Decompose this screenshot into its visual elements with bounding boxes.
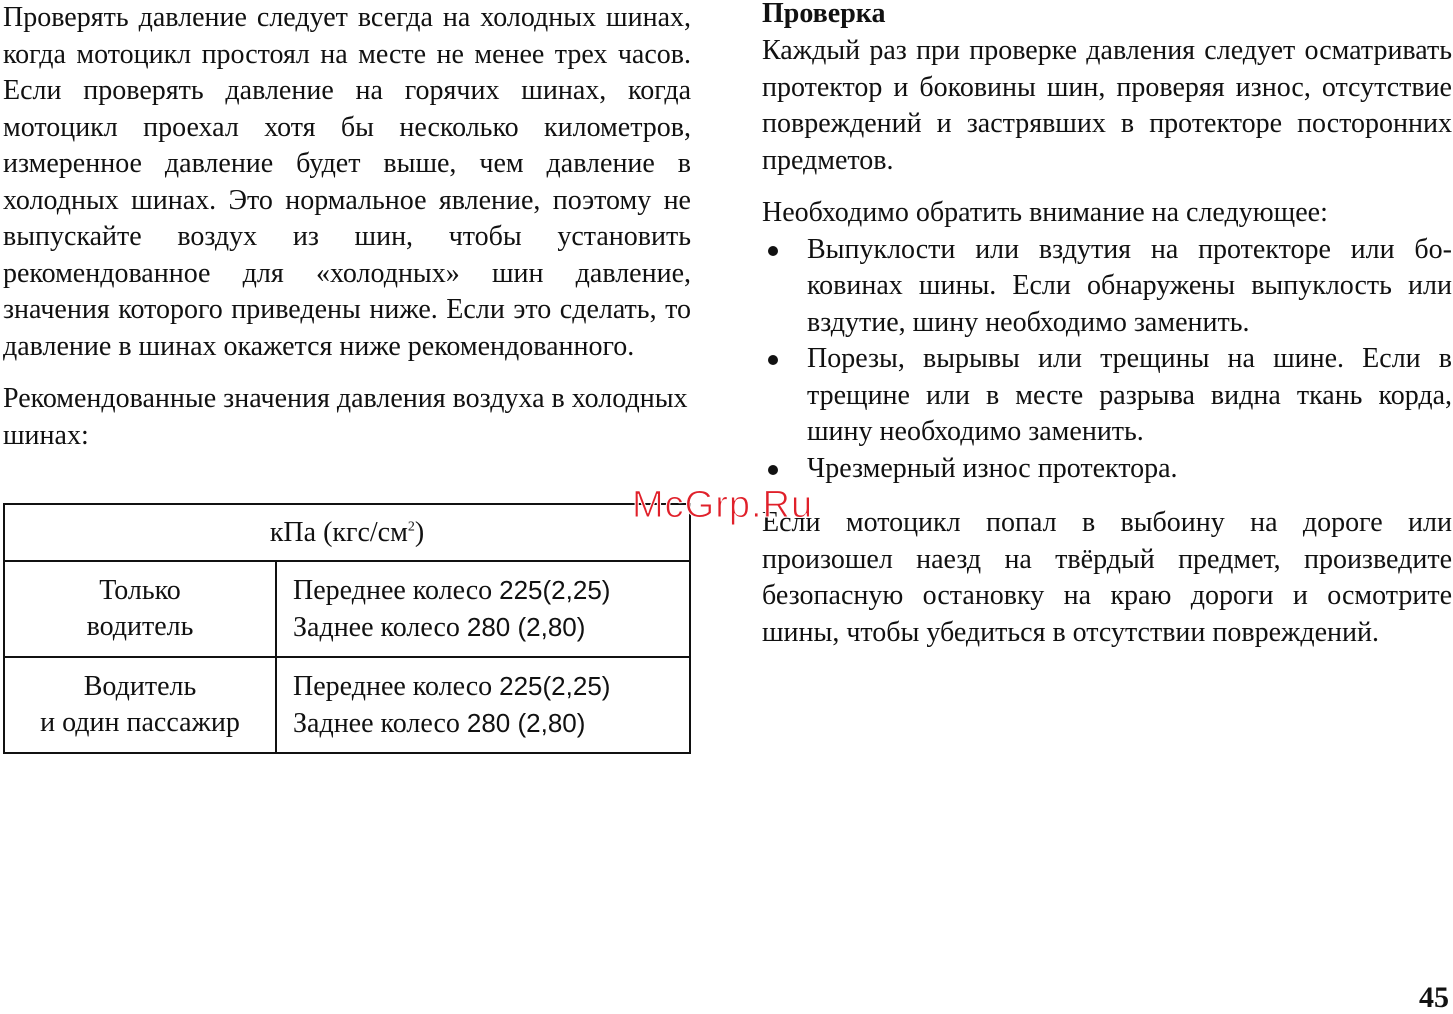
pressure-values-cell [276, 561, 690, 657]
list-item-text: Чрезмерный износ протектора. [807, 452, 1178, 484]
front-wheel-value: 225(2,25) [499, 575, 611, 605]
rider-cell [4, 561, 276, 657]
front-wheel-line [293, 572, 689, 609]
list-item-text: Порезы, вырывы или трещины на шине. Если в трещине или в месте разрыва видна ткань корда, шину необходимо заменить. [807, 343, 1452, 447]
rider-cell [4, 657, 276, 753]
front-wheel-label: Переднее колесо [293, 671, 493, 702]
watermark: McGrp.Ru [632, 484, 814, 526]
table-row [4, 657, 690, 753]
rear-wheel-label: Заднее колесо [293, 612, 460, 643]
table-header-cell [4, 504, 690, 561]
front-wheel-label: Переднее колесо [293, 575, 493, 606]
rider-line: водитель [86, 611, 194, 642]
section-heading: Проверка [762, 0, 886, 29]
table-row [4, 561, 690, 657]
tyre-pressure-table [3, 503, 691, 754]
pothole-paragraph: Если мотоцикл попал в выбоину на дороге или произошел наезд на твёрдый предмет, произведите безопасную остановку на краю дороги и осмотрите шины, чтобы убедиться в отсутствии повреждений. [762, 507, 1452, 648]
list-item [762, 232, 1452, 342]
list-item [762, 341, 1452, 451]
rear-wheel-value: 280 (2,80) [466, 708, 586, 738]
front-wheel-line [293, 668, 689, 705]
attention-list [762, 232, 1452, 488]
unit-superscript: 2 [407, 519, 415, 535]
list-item [762, 451, 1452, 488]
unit-label: кПа (кгс/см [269, 516, 408, 548]
inspection-paragraph: Каждый раз при проверке давления следует осматривать протектор и боковины шин, проверяя износ, отсутствие повреждений и застрявших в протекторе посторонних предметов. [762, 35, 1452, 176]
list-item-text: Выпуклости или вздутия на протекторе или боковинах шины. Если обнаружены выпуклость или вздутие, шину необходимо заменить. [807, 233, 1452, 338]
rear-wheel-label: Заднее колесо [293, 708, 460, 739]
left-column [3, 0, 691, 454]
unit-label-close: ) [414, 516, 425, 548]
table-header-row [4, 504, 690, 561]
right-column [762, 0, 1452, 651]
recommended-values-intro: Рекомендованные значения давления воздуха в холодных шинах: [3, 383, 688, 451]
pressure-values-cell [276, 657, 690, 753]
bullet-dot-icon [768, 246, 778, 256]
rider-line: Водитель [83, 671, 197, 702]
rear-wheel-value: 280 (2,80) [466, 612, 586, 642]
page-number: 45 [1419, 981, 1449, 1014]
rider-line: Только [99, 575, 181, 606]
front-wheel-value: 225(2,25) [499, 671, 611, 701]
rear-wheel-line [293, 609, 689, 646]
bullet-dot-icon [768, 355, 778, 365]
cold-tyre-pressure-paragraph: Проверять давление следует всегда на холодных шинах, когда мотоцикл простоял на месте не менее трех часов. Если проверять давление на горячих шинах, когда мотоцикл проехал хотя бы несколько километров, измеренное давление будет выше, чем давление в холодных шинах. Это нормальное явление, поэтому не выпускайте воздух из шин, чтобы установить рекомендованное для «холодных» шин давление, значения которого приведены ниже. Если это сделать, то давление в шинах окажется ниже рекомендованного. [3, 2, 691, 362]
bullet-dot-icon [768, 465, 778, 475]
rider-line: и один пассажир [40, 707, 240, 738]
attention-intro: Необходимо обратить внимание на следующее: [762, 197, 1328, 228]
rear-wheel-line [293, 705, 689, 742]
